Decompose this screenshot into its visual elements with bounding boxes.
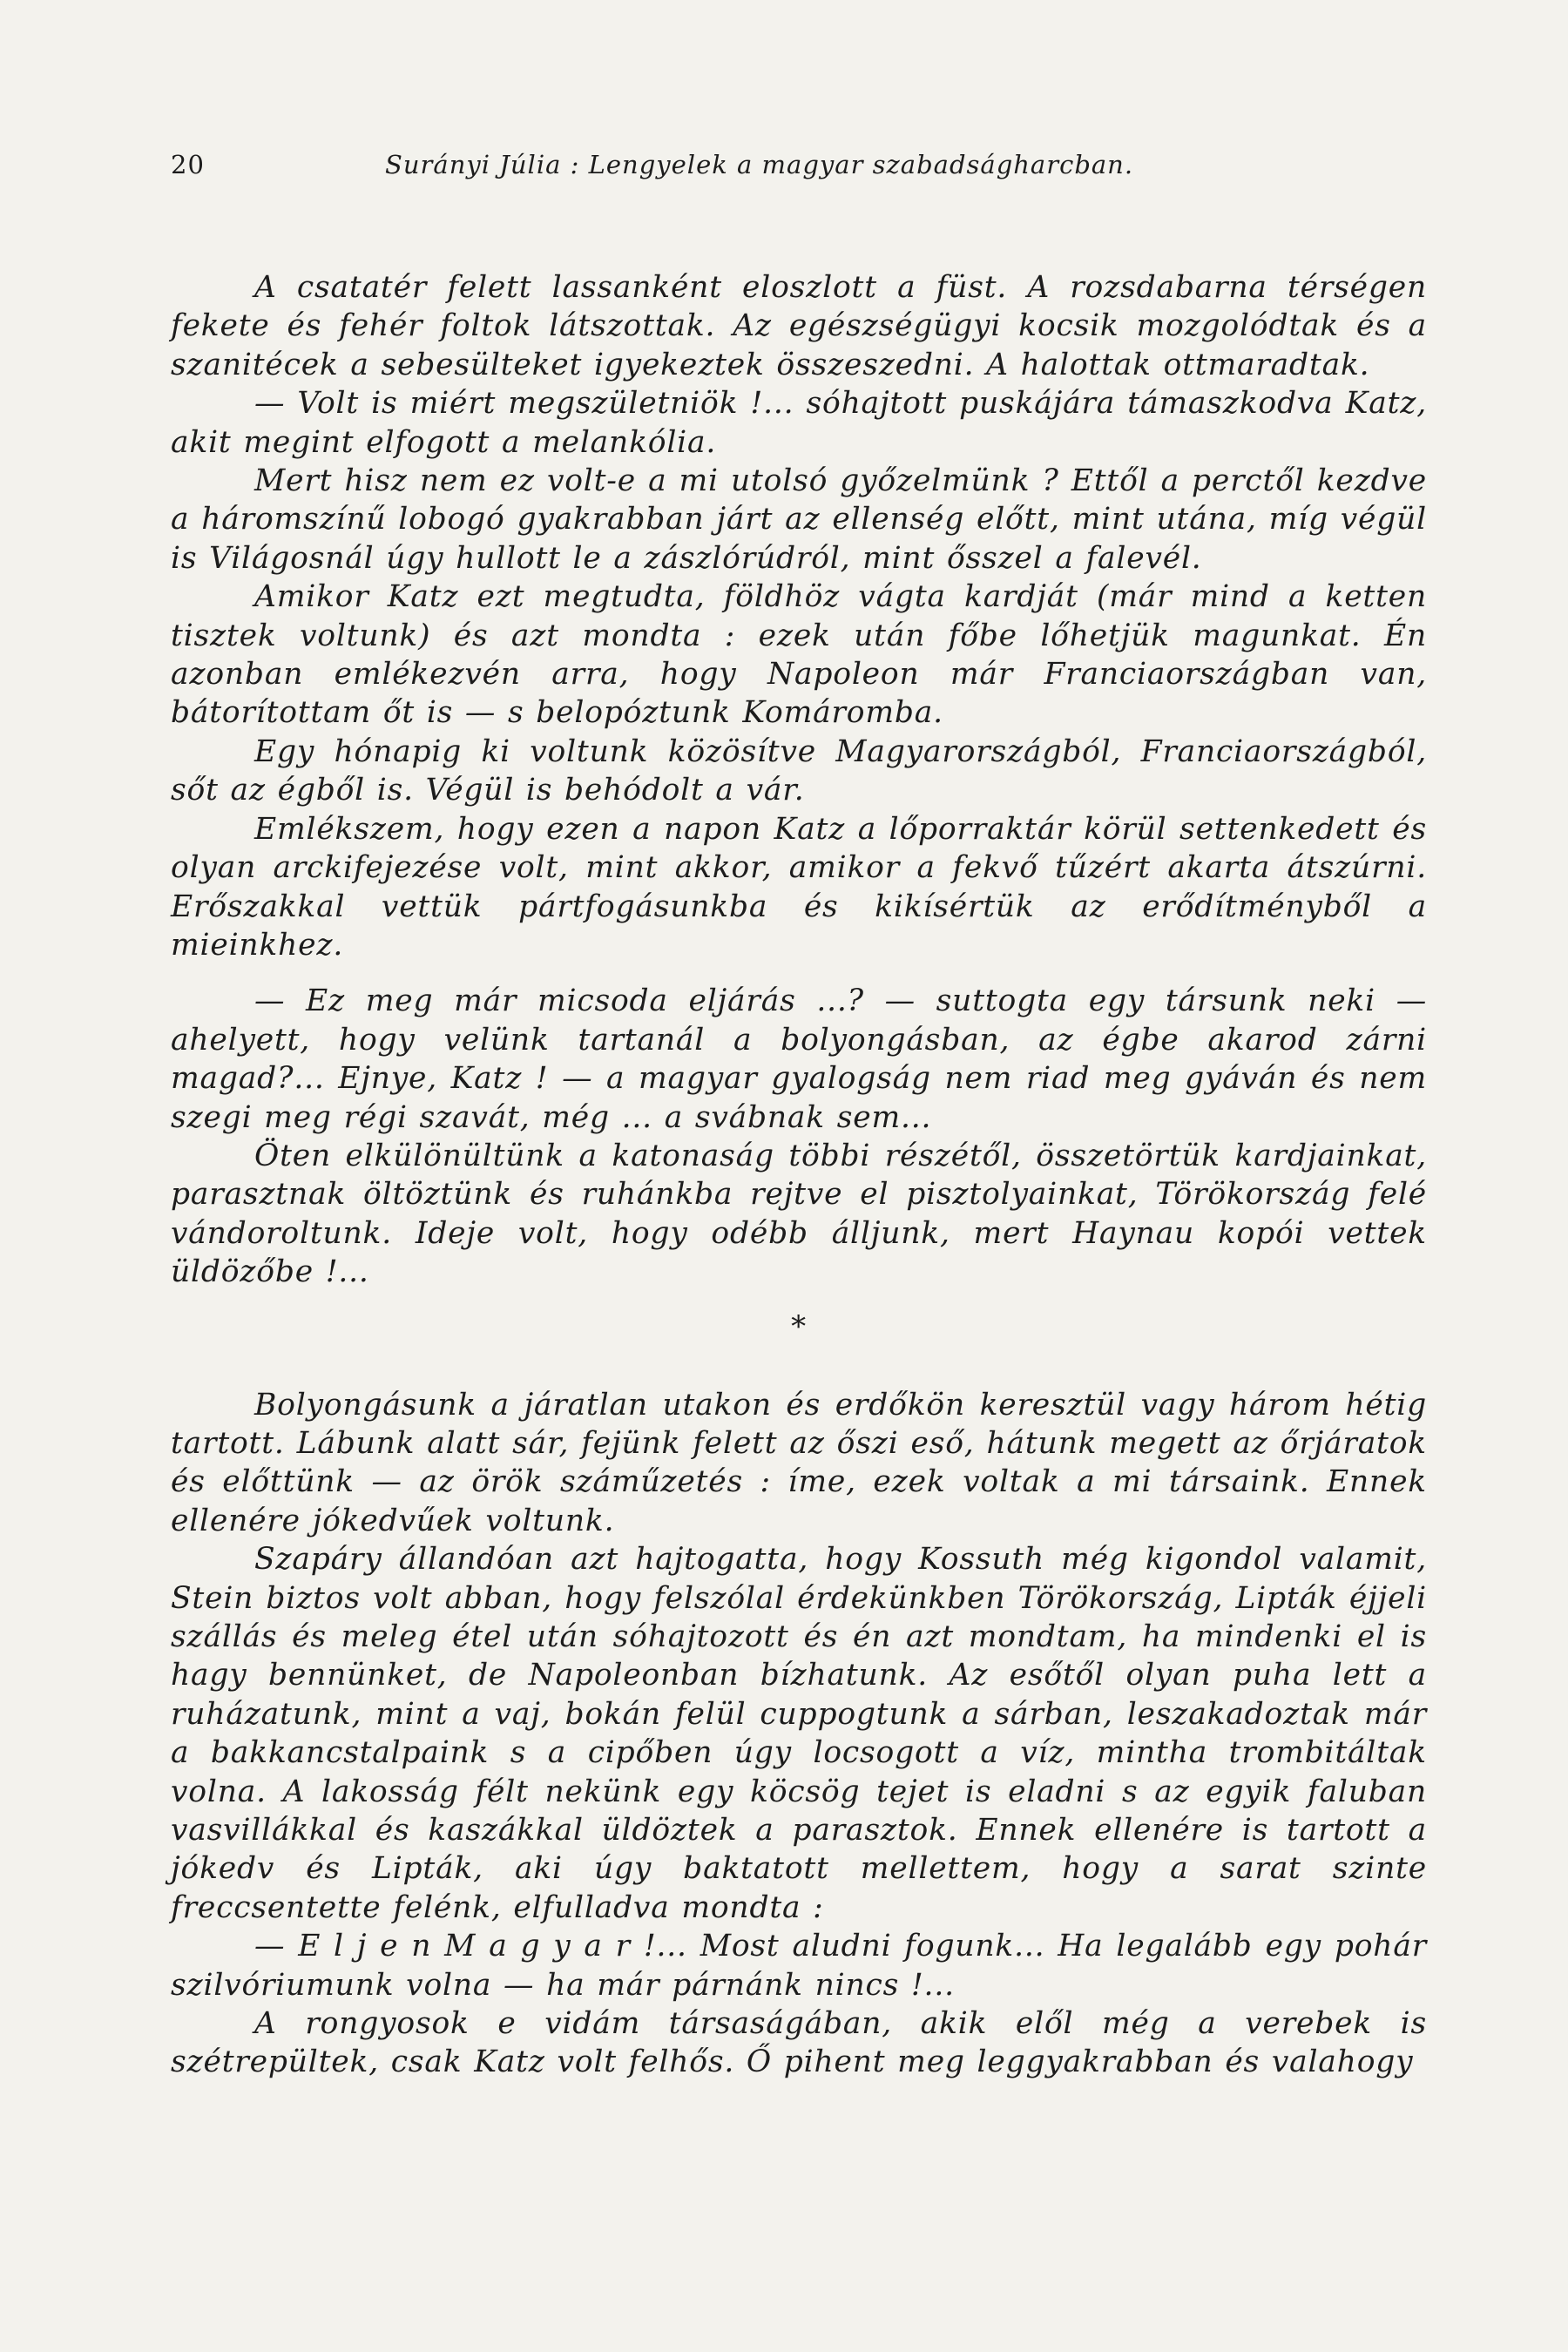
paragraph: Egy hónapig ki voltunk közösítve Magyarországból, Franciaországból, sőt az égből is. Végül is behódolt a vár. [171, 733, 1427, 808]
page-body [171, 268, 1427, 2082]
paragraph: Öten elkülönültünk a katonaság többi részétől, összetörtük kardjainkat, parasztnak öltöztünk és ruhánkba rejtve el pisztolyainkat, Törökország felé vándoroltunk. Ideje volt, hogy odébb álljunk, mert Haynau kopói vettek üldözőbe !... [171, 1138, 1427, 1290]
paragraph: — E l j e n M a g y a r !... Most aludni fogunk... Ha legalább egy pohár szilvóriumunk volna — ha már párnánk nincs !... [171, 1929, 1427, 2003]
paragraph: Mert hisz nem ez volt-e a mi utolsó győzelmünk ? Ettől a perctől kezdve a háromszínű lobogó gyakrabban járt az ellenség előtt, mint utána, míg végül is Világosnál úgy hullott le a zászlórúdról, mint ősszel a falevél. [171, 463, 1427, 576]
paragraph: A rongyosok e vidám társaságában, akik elől még a verebek is szétrepültek, csak Katz volt felhős. Ő pihent meg leggyakrabban és valahogy [171, 2006, 1427, 2080]
paragraph: Amikor Katz ezt megtudta, földhöz vágta kardját (már mind a ketten tisztek voltunk) és azt mondta : ezek után főbe lőhetjük magunkat. Én azonban emlékezvén arra, hogy Napoleon már Franciaországban van, bátorítottam őt is — s belopóztunk Komáromba. [171, 579, 1427, 731]
paragraph: — Ez meg már micsoda eljárás ...? — suttogta egy társunk neki — ahelyett, hogy velünk tartanál a bolyongásban, az égbe akarod zárni magad?... Ejnye, Katz ! — a magyar gyalogság nem riad meg gyáván és nem szegi meg régi szavát, még ... a svábnak sem... [171, 983, 1427, 1135]
running-title: Surányi Júlia : Lengyelek a magyar szabadságharcban. [385, 150, 1134, 179]
paragraph: — Volt is miért megszületniök !... sóhajtott puskájára támaszkodva Katz, akit megint elfogott a melankólia. [171, 386, 1427, 460]
paragraph: A csatatér felett lassanként eloszlott a füst. A rozsdabarna térségen fekete és fehér foltok látszottak. Az egészségügyi kocsik mozgolódtak és a szanitécek a sebesülteket igyekeztek összeszedni. A halottak ottmaradtak. [171, 270, 1427, 382]
section-separator: * [791, 1308, 807, 1344]
paragraph: Szapáry állandóan azt hajtogatta, hogy Kossuth még kigondol valamit, Stein biztos volt abban, hogy felszólal érdekünkben Törökország, Lipták éjjeli szállás és meleg étel után sóhajtozott és én azt mondtam, ha mindenki el is hagy bennünket, de Napoleonban bízhatunk. Az esőtől olyan puha lett a ruházatunk, mint a vaj, bokán felül cuppogtunk a sárban, leszakadoztak már a bakkancstalpaink s a cipőben úgy locsogott a víz, mintha trombitáltak volna. A lakosság félt nekünk egy köcsög tejet is eladni s az egyik faluban vasvillákkal és kaszákkal üldöztek a parasztok. Ennek ellenére is tartott a jókedv és Lipták, aki úgy baktatott mellettem, hogy a sarat szinte freccsentette felénk, elfulladva mondta : [171, 1542, 1427, 1925]
page-number: 20 [171, 150, 205, 179]
paragraph: Bolyongásunk a járatlan utakon és erdőkön keresztül vagy három hétig tartott. Lábunk alatt sár, fejünk felett az őszi eső, hátunk megett az őrjáratok és előttünk — az örök száműzetés : íme, ezek voltak a mi társaink. Ennek ellenére jókedvűek voltunk. [171, 1387, 1427, 1538]
paragraph: Emlékszem, hogy ezen a napon Katz a lőporraktár körül settenkedett és olyan arckifejezése volt, mint akkor, amikor a fekvő tűzért akarta átszúrni. Erőszakkal vettük pártfogásunkba és kikísértük az erődítményből a mieinkhez. [171, 811, 1427, 963]
